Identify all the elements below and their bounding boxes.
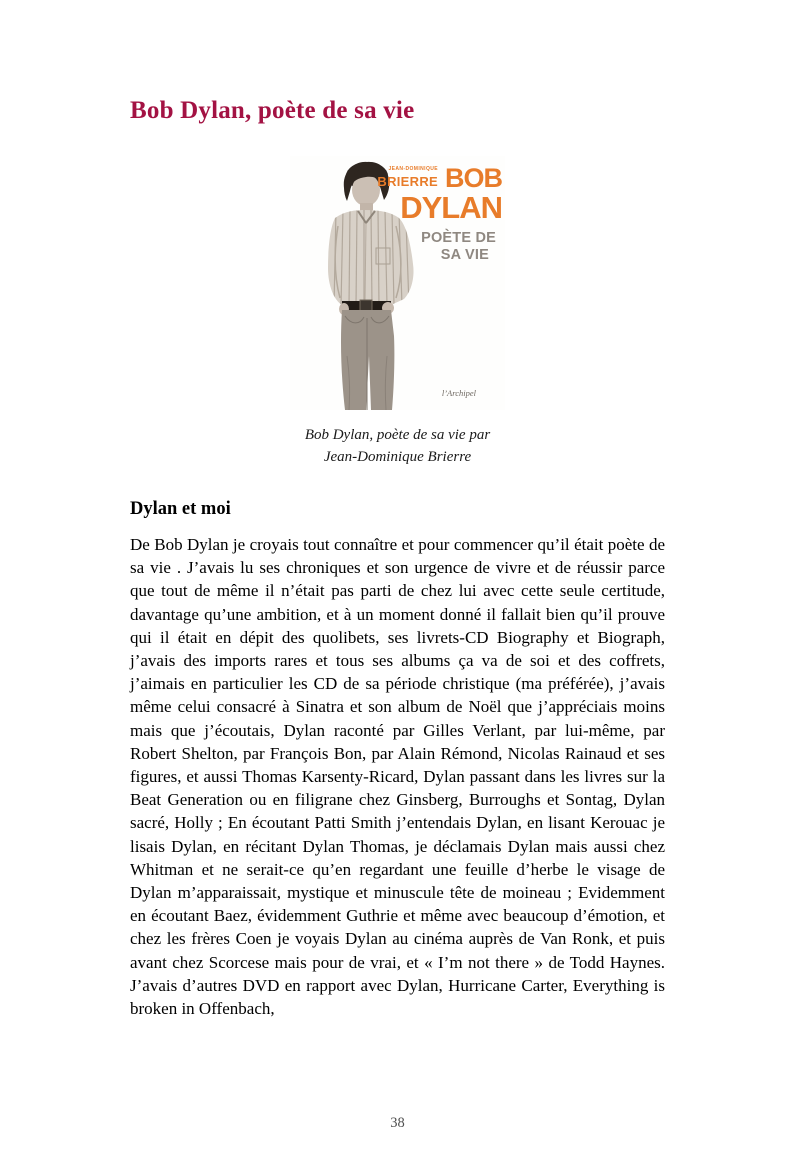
cover-publisher-logo: l’Archipel xyxy=(441,388,476,398)
body-paragraph: De Bob Dylan je croyais tout connaître et pour commencer qu’il était poète de sa vie . J’avais lu ses chroniques et son urgence de vivre et de réussir parce que tout de même il n’était pas parti de chez lui avec cette seule certitude, davantage qu’une ambition, et à un moment donné il fallait bien qu’il prouve qui il était en dépit des quolibets, ses livrets-CD Biography et Biograph, j’avais des imports rares et tous ses albums ça va de soi et des coffrets, j’aimais en particulier les CD de sa période christique (ma préférée), j’avais même celui consacré à Sinatra et son album de Noël que j’appréciais moins mais que j’écoutais, Dylan raconté par Gilles Verlant, par lui-même, par Robert Shelton, par François Bon, par Alain Rémond, Nicolas Rainaud et ses figures, et aussi Thomas Karsenty-Ricard, Dylan passant dans les livres sur la Beat Generation ou en filigrane chez Ginsberg, Burroughs et Sontag, Dylan sacré, Holly ; En écoutant Patti Smith j’entendais Dylan, en lisant Kerouac je lisais Dylan, en récitant Dylan Thomas, je déclamais Dylan mais aussi chez Whitman et ne serait-ce qu’en regardant une feuille d’herbe le visage de Dylan m’apparaissait, mystique et minuscule tête de moineau ; Evidemment en écoutant Baez, évidemment Guthrie et même avec beaucoup d’émotion, et chez les frères Coen je voyais Dylan au cinéma auprès de Van Ronk, et puis avant chez Scorcese mais pour de vrai, et « I’m not there » de Todd Haynes. J’avais d’autres DVD en rapport avec Dylan, Hurricane Carter, Everything is broken in Offenbach, xyxy=(130,535,665,1019)
document-page xyxy=(0,97,795,1160)
book-cover-image xyxy=(290,156,505,410)
book-cover-caption xyxy=(130,424,665,468)
cover-title-dylan: DYLAN xyxy=(400,190,502,225)
cover-subtitle-line2: SA VIE xyxy=(440,247,489,263)
cover-title-bob: BOB xyxy=(445,163,502,193)
cover-subtitle-line1: POÈTE DE xyxy=(421,230,496,246)
page-content xyxy=(0,97,795,1020)
cover-author-last-name: BRIERRE xyxy=(377,174,438,189)
book-cover-figure xyxy=(130,156,665,468)
caption-line-1: Bob Dylan, poète de sa vie par xyxy=(304,427,491,443)
section-heading: Dylan et moi xyxy=(130,499,231,519)
page-number: 38 xyxy=(390,1115,405,1131)
page-title: Bob Dylan, poète de sa vie xyxy=(130,97,415,124)
caption-line-2: Jean-Dominique Brierre xyxy=(323,449,472,465)
cover-author-first-name: JEAN-DOMINIQUE xyxy=(388,166,438,172)
